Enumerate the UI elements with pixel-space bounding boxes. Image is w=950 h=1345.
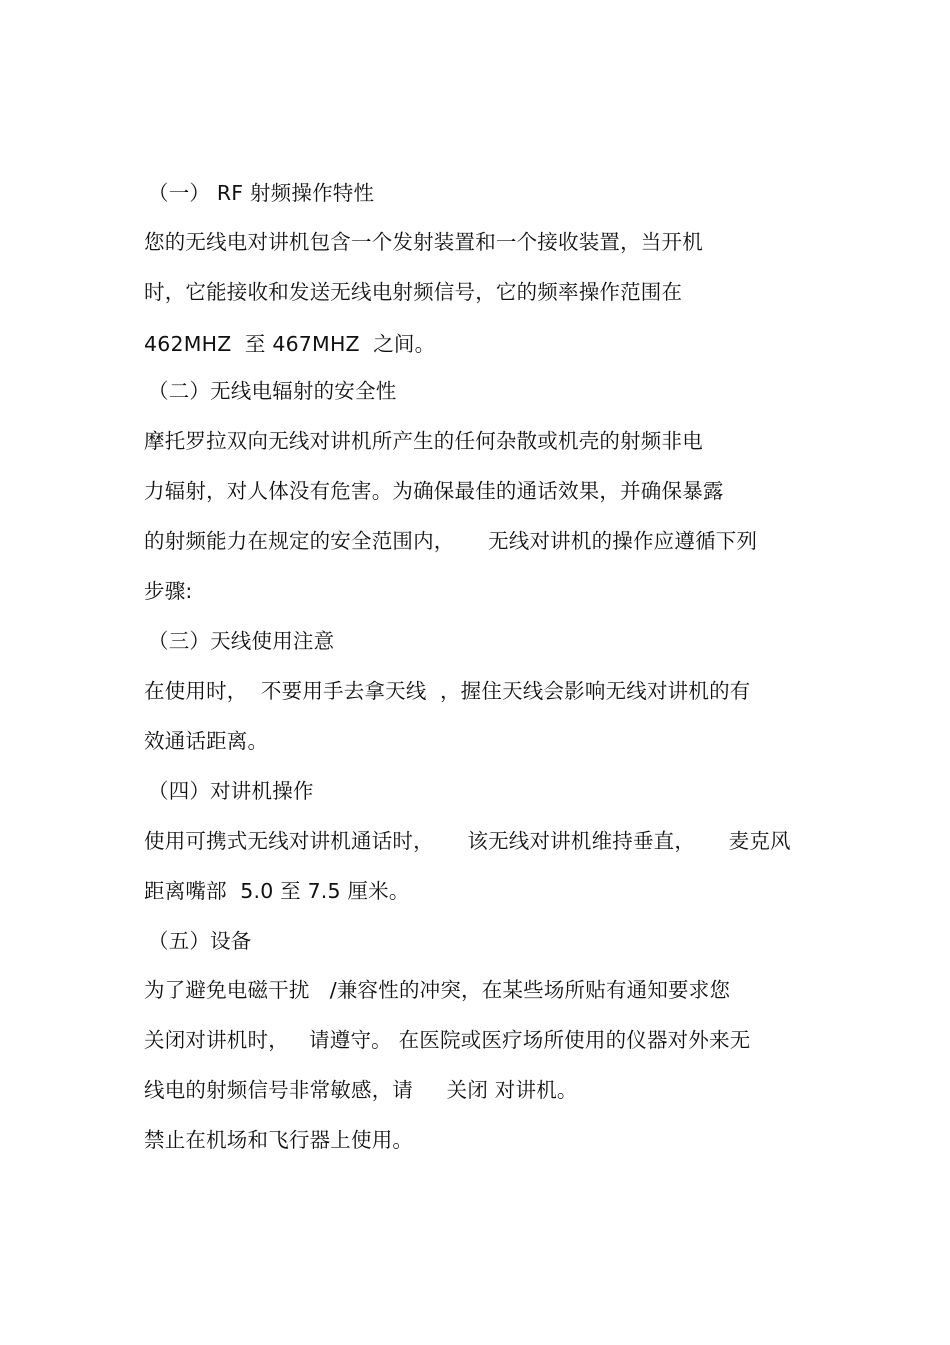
paragraph-line: 为了避免电磁干扰 /兼容性的冲突，在某些场所贴有通知要求您: [144, 978, 731, 1002]
paragraph-line: 效通话距离。: [144, 729, 269, 753]
section-heading-operation: （四）对讲机操作: [148, 779, 314, 803]
paragraph-line: 在使用时， 不要用手去拿天线 ，握住天线会影响无线对讲机的有: [144, 679, 751, 703]
paragraph-line: 关闭对讲机时， 请遵守。 在医院或医疗场所使用的仪器对外来无: [144, 1028, 751, 1052]
paragraph-line: 距离嘴部 5.0 至 7.5 厘米。: [144, 879, 410, 903]
paragraph-line: 时，它能接收和发送无线电射频信号，它的频率操作范围在: [144, 280, 683, 304]
paragraph-line: 使用可携式无线对讲机通话时， 该无线对讲机维持垂直， 麦克风: [144, 829, 791, 853]
section-heading-rf: （一） RF 射频操作特性: [148, 181, 375, 205]
paragraph-line: 步骤:: [144, 579, 193, 603]
paragraph-line: 禁止在机场和飞行器上使用。: [144, 1128, 414, 1152]
paragraph-line: 您的无线电对讲机包含一个发射装置和一个接收装置，当开机: [144, 230, 703, 254]
paragraph-line: 462MHZ 至 467MHZ 之间。: [144, 332, 436, 356]
paragraph-line: 摩托罗拉双向无线对讲机所产生的任何杂散或机壳的射频非电: [144, 429, 703, 453]
paragraph-line: 力辐射，对人体没有危害。为确保最佳的通话效果，并确保暴露: [144, 479, 724, 503]
paragraph-line: 线电的射频信号非常敏感，请 关闭 对讲机。: [144, 1078, 578, 1102]
section-heading-antenna: （三）天线使用注意: [148, 629, 335, 653]
section-heading-radiation-safety: （二）无线电辐射的安全性: [148, 379, 397, 403]
section-heading-equipment: （五）设备: [148, 929, 252, 953]
paragraph-line: 的射频能力在规定的安全范围内， 无线对讲机的操作应遵循下列: [144, 529, 758, 553]
